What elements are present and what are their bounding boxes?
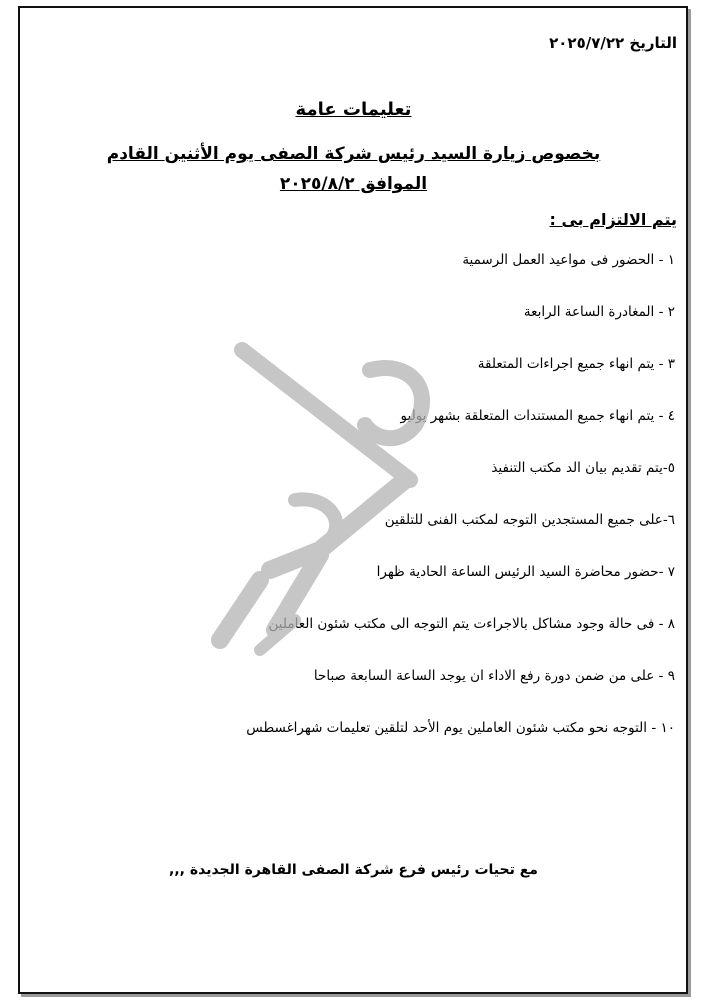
document-date: التاريخ ٢٠٢٥/٧/٢٢ bbox=[549, 34, 677, 52]
instruction-item: ٦-على جميع المستجدين التوجه لمكتب الفنى للتلقين bbox=[384, 512, 675, 528]
instruction-item: ١ - الحضور فى مواعيد العمل الرسمية bbox=[462, 252, 675, 268]
document-title: تعليمات عامة bbox=[295, 99, 412, 120]
instruction-item: ٢ - المغادرة الساعة الرابعة bbox=[523, 304, 675, 320]
instructions-intro: يتم الالتزام بى : bbox=[549, 210, 677, 229]
closing-signature: مع تحيات رئيس فرع شركة الصفى القاهرة الجديدة ,,, bbox=[169, 862, 538, 878]
instructions-list bbox=[55, 250, 675, 770]
instruction-item: ٨ - فى حالة وجود مشاكل بالاجراءت يتم التوجه الى مكتب شئون العاملين bbox=[268, 616, 675, 632]
instruction-item: ٧ -حضور محاضرة السيد الرئيس الساعة الحادية ظهرا bbox=[376, 564, 675, 580]
instruction-item: ٥-يتم تقديم بيان الد مكتب التنفيذ bbox=[491, 460, 675, 476]
instruction-item: ٩ - على من ضمن دورة رفع الاداء ان يوجد الساعة السابعة صباحا bbox=[313, 668, 675, 684]
instruction-item: ٣ - يتم انهاء جميع اجراءات المتعلقة bbox=[477, 356, 675, 372]
instruction-item: ١٠ - التوجه نحو مكتب شئون العاملين يوم الأحد لتلقين تعليمات شهراغسطس bbox=[246, 720, 675, 736]
document-subtitle-line-1: بخصوص زيارة السيد رئيس شركة الصفى يوم الأثنين القادم bbox=[106, 144, 601, 164]
document-subtitle-line-2: الموافق ٢٠٢٥/٨/٢ bbox=[279, 174, 428, 194]
instruction-item: ٤ - يتم انهاء جميع المستندات المتعلقة بشهر يوليو bbox=[400, 408, 675, 424]
